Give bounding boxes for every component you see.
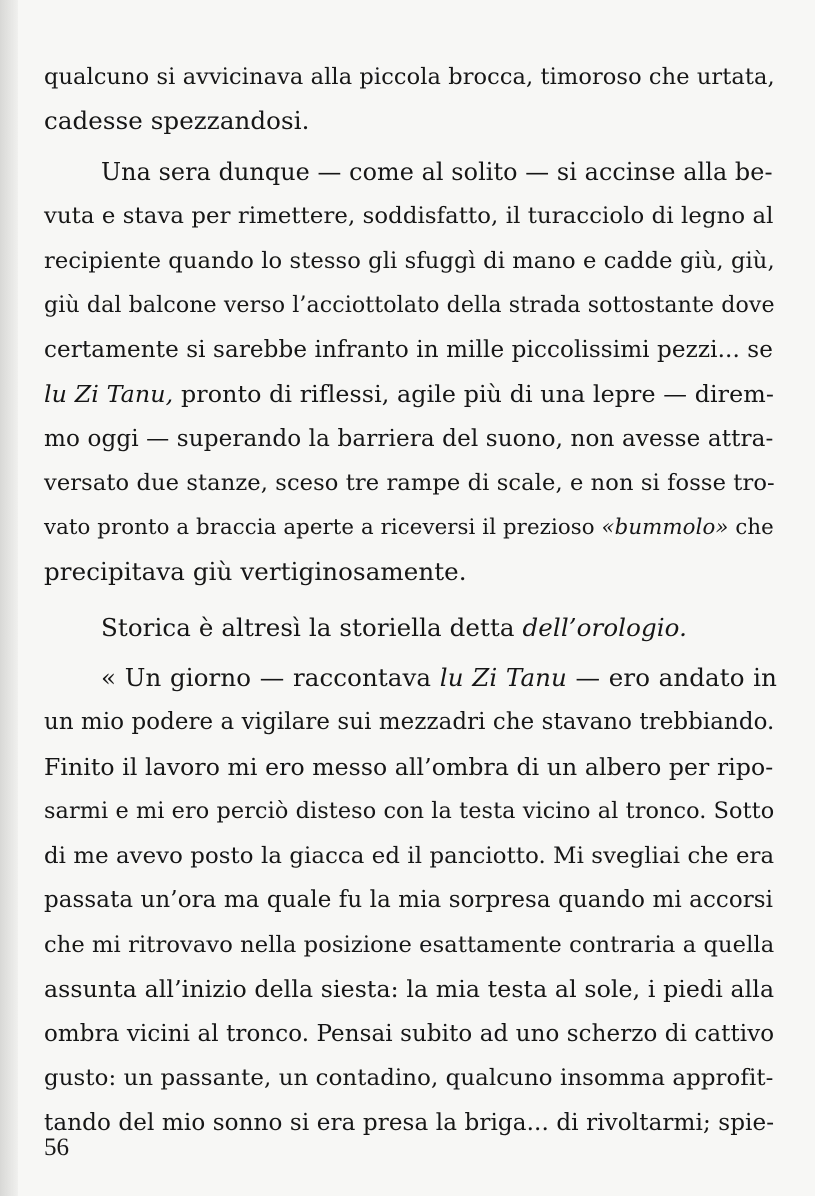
text-line: giù dal balcone verso l’acciottolato della strada sottostante dove (44, 292, 775, 318)
text-line: un mio podere a vigilare sui mezzadri che stavano trebbiando. (44, 709, 775, 735)
text-line: di me avevo posto la giacca ed il panciotto. Mi svegliai che era (44, 843, 775, 869)
text-line: che mi ritrovavo nella posizione esattamente contraria a quella (44, 932, 775, 958)
text-line: mo oggi — superando la barriera del suono, non avesse attra- (44, 426, 774, 452)
text-line: vuta e stava per rimettere, soddisfatto, il turacciolo di legno al (44, 203, 774, 229)
text-line: tando del mio sonno si era presa la briga... di rivoltarmi; spie- (44, 1110, 775, 1136)
italic-title: dell’orologio. (522, 613, 687, 642)
text-line: gusto: un passante, un contadino, qualcuno insomma approfit- (44, 1065, 774, 1091)
text-line: versato due stanze, sceso tre rampe di scale, e non si fosse tro- (44, 470, 775, 496)
text-line: ombra vicini al tronco. Pensai subito ad uno scherzo di cattivo (44, 1021, 775, 1047)
italic-name: lu Zi Tanu, (44, 380, 174, 408)
text-line: assunta all’inizio della siesta: la mia testa al sole, i piedi alla (44, 975, 775, 1003)
text-line: qualcuno si avvicinava alla piccola brocca, timoroso che urtata, (44, 64, 775, 90)
text-line: passata un’ora ma quale fu la mia sorpresa quando mi accorsi (44, 887, 774, 913)
text-line: precipitava giù vertiginosamente. (44, 557, 467, 586)
text-line: Storica è altresì la storiella detta dell’orologio. (101, 613, 687, 642)
text-line: cadesse spezzandosi. (44, 106, 310, 135)
text-line: vato pronto a braccia aperte a riceversi il prezioso «bummolo» che (44, 515, 774, 540)
text-line: recipiente quando lo stesso gli sfuggì di mano e cadde giù, giù, (44, 248, 775, 274)
italic-word: «bummolo» (601, 515, 729, 540)
text-line: certamente si sarebbe infranto in mille piccolissimi pezzi... se (44, 337, 773, 363)
text-line: sarmi e mi ero perciò disteso con la testa vicino al tronco. Sotto (44, 798, 775, 824)
page-number: 56 (44, 1134, 69, 1161)
text-line: Finito il lavoro mi ero messo all’ombra di un albero per ripo- (44, 753, 774, 781)
text-line: lu Zi Tanu, pronto di riflessi, agile più di una lepre — direm- (44, 380, 774, 408)
italic-name: lu Zi Tanu (439, 663, 567, 692)
text-line: « Un giorno — raccontava lu Zi Tanu — ero andato in (101, 663, 777, 692)
text-line: Una sera dunque — come al solito — si accinse alla be- (101, 158, 773, 186)
